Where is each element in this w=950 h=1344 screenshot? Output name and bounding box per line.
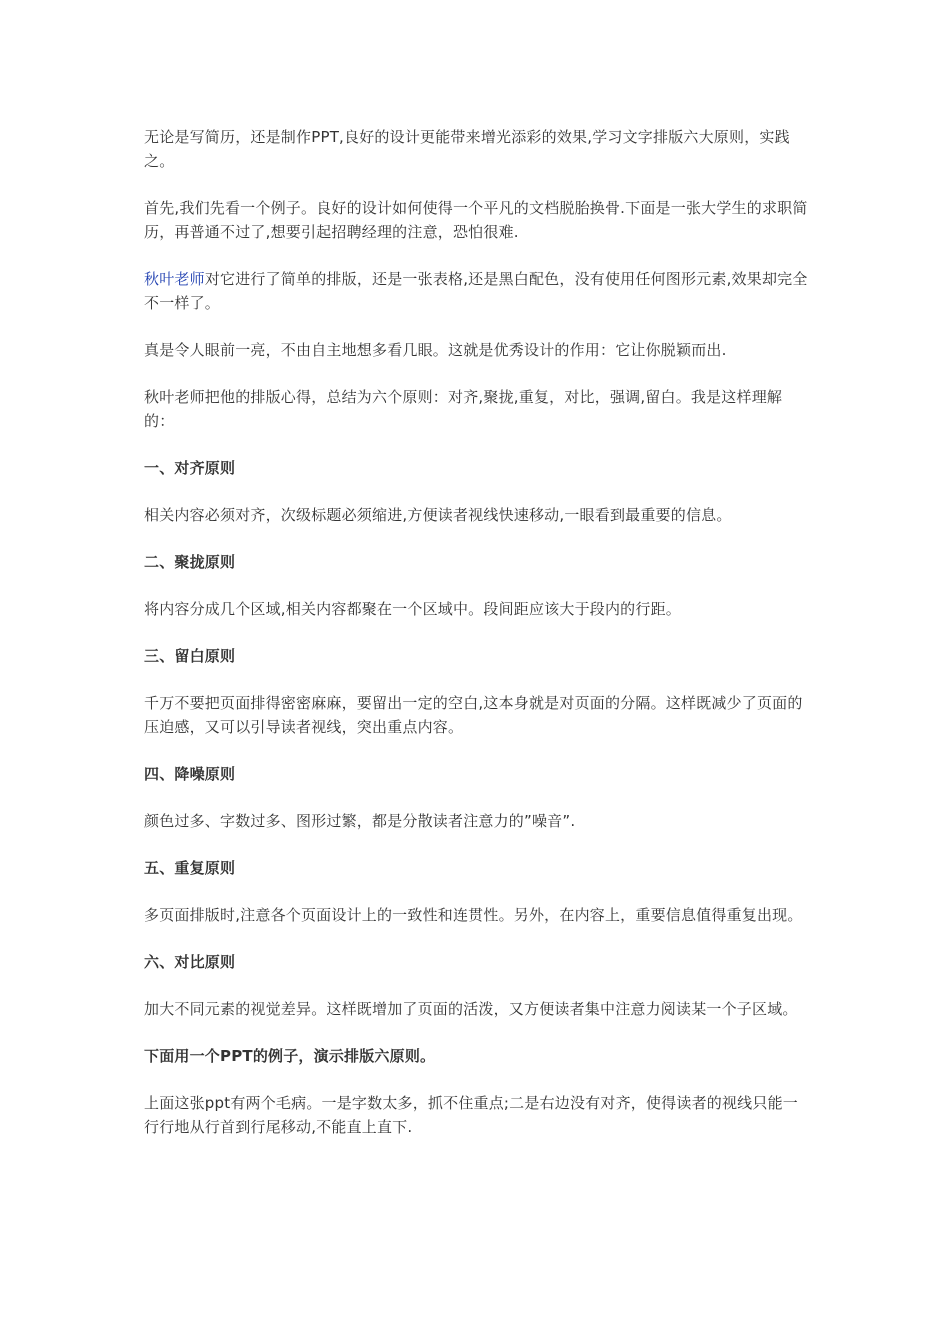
teacher-paragraph-text: 对它进行了简单的排版，还是一张表格,还是黑白配色，没有使用任何图形元素,效果却完全不一样了。 [144,270,808,312]
principle-body-proximity: 将内容分成几个区域,相关内容都聚在一个区域中。段间距应该大于段内的行距。 [144,600,681,618]
document-body [144,125,808,1162]
teacher-paragraph [144,267,808,315]
intro-paragraph: 无论是写简历，还是制作PPT,良好的设计更能带来增光添彩的效果,学习文字排版六大原则，实践之。 [144,128,790,170]
principle-heading-whitespace: 三、留白原则 [144,647,236,665]
principle-body-whitespace: 千万不要把页面排得密密麻麻，要留出一定的空白,这本身就是对页面的分隔。这样既减少了页面的压迫感，又可以引导读者视线，突出重点内容。 [144,694,803,736]
principle-heading-repetition: 五、重复原则 [144,859,236,877]
principle-heading-align: 一、对齐原则 [144,459,236,477]
example-heading: 下面用一个PPT的例子，演示排版六原则。 [144,1047,436,1065]
principle-heading-proximity: 二、聚拢原则 [144,553,236,571]
example-body: 上面这张ppt有两个毛病。一是字数太多，抓不住重点;二是右边没有对齐，使得读者的视线只能一行行地从行首到行尾移动,不能直上直下. [144,1094,798,1136]
principle-heading-contrast: 六、对比原则 [144,953,236,971]
teacher-link[interactable]: 秋叶老师 [144,270,205,288]
example-intro-paragraph: 首先,我们先看一个例子。良好的设计如何使得一个平凡的文档脱胎换骨.下面是一张大学生的求职简历，再普通不过了,想要引起招聘经理的注意，恐怕很难. [144,199,808,241]
principle-heading-noise: 四、降噪原则 [144,765,236,783]
summary-paragraph: 秋叶老师把他的排版心得，总结为六个原则：对齐,聚拢,重复，对比，强调,留白。我是这样理解的： [144,388,783,430]
principle-body-noise: 颜色过多、字数过多、图形过繁，都是分散读者注意力的”噪音”. [144,812,576,830]
principle-body-align: 相关内容必须对齐，次级标题必须缩进,方便读者视线快速移动,一眼看到最重要的信息。 [144,506,732,524]
principle-body-contrast: 加大不同元素的视觉差异。这样既增加了页面的活泼，又方便读者集中注意力阅读某一个子区域。 [144,1000,798,1018]
effect-paragraph: 真是令人眼前一亮，不由自主地想多看几眼。这就是优秀设计的作用：它让你脱颖而出. [144,341,727,359]
principle-body-repetition: 多页面排版时,注意各个页面设计上的一致性和连贯性。另外，在内容上，重要信息值得重复出现。 [144,906,803,924]
